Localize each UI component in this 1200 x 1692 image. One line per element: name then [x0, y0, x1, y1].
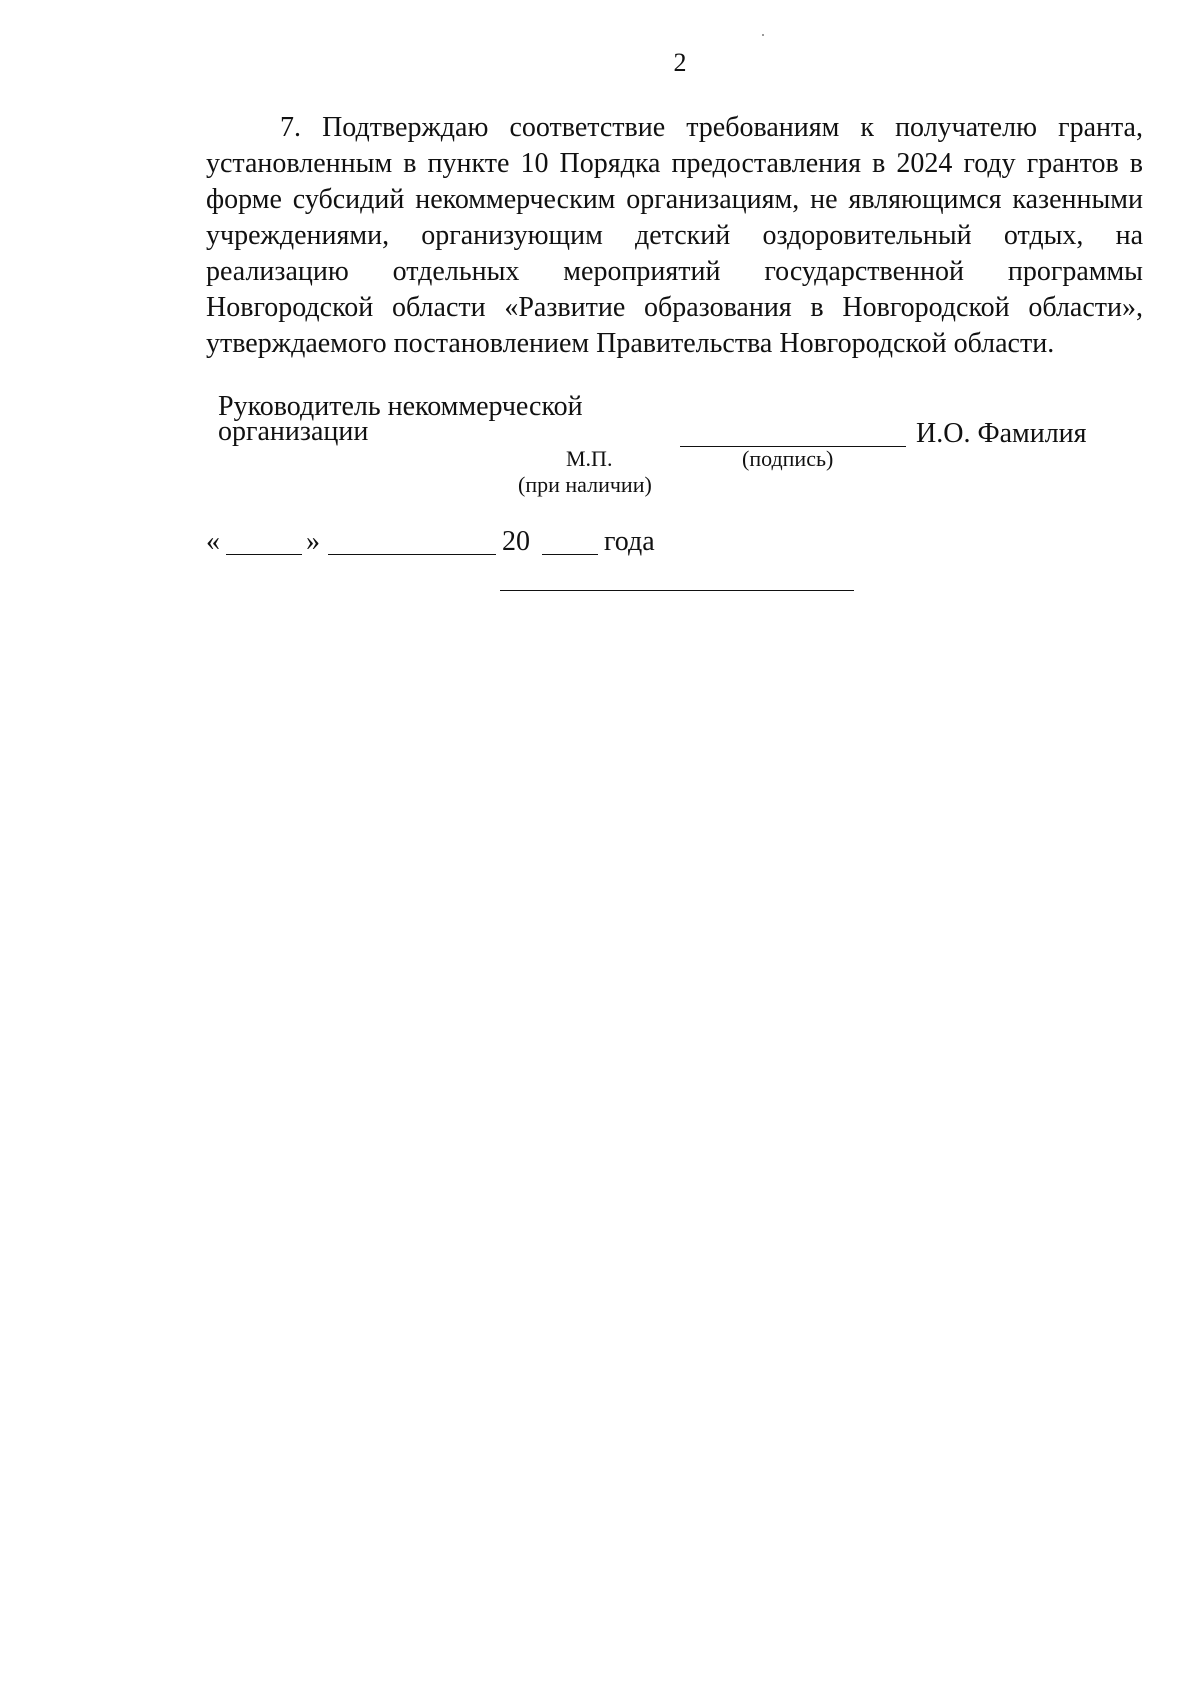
stamp-note: (при наличии): [518, 472, 652, 497]
closing-rule: [500, 590, 854, 591]
day-blank: [226, 526, 302, 555]
signatory-title-line: организации: [218, 416, 369, 447]
year-word: года: [604, 526, 655, 557]
paragraph-line: установленным в пункте 10 Порядка предоставления в 2024 году грантов в: [206, 148, 1143, 179]
paragraph-line: Новгородской области «Развитие образования в Новгородской области»,: [206, 292, 1143, 323]
signatory-name: И.О. Фамилия: [916, 418, 1087, 449]
paragraph-line: учреждениями, организующим детский оздоровительный отдых, на: [206, 220, 1143, 251]
signatory-title: [218, 391, 583, 447]
stamp-place: М.П.: [566, 446, 613, 471]
paragraph-line: реализацию отдельных мероприятий государственной программы: [206, 256, 1143, 287]
month-blank: [328, 526, 496, 555]
paragraph-line: форме субсидий некоммерческим организациям, не являющимся казенными: [206, 184, 1143, 215]
year-century: 20: [502, 526, 530, 557]
year-blank: [542, 526, 598, 555]
date-close-quote: »: [306, 526, 320, 557]
signature-caption: (подпись): [742, 446, 834, 471]
paragraph-line: 7. Подтверждаю соответствие требованиям к получателю гранта,: [280, 112, 1143, 143]
page-number: 2: [673, 48, 687, 77]
paragraph-line: утверждаемого постановлением Правительства Новгородской области.: [206, 328, 1055, 359]
confirmation-paragraph: [206, 110, 1143, 362]
scan-artifact: [762, 34, 764, 36]
signatory-title-line: Руководитель некоммерческой: [218, 391, 583, 422]
date-open-quote: «: [206, 526, 220, 557]
